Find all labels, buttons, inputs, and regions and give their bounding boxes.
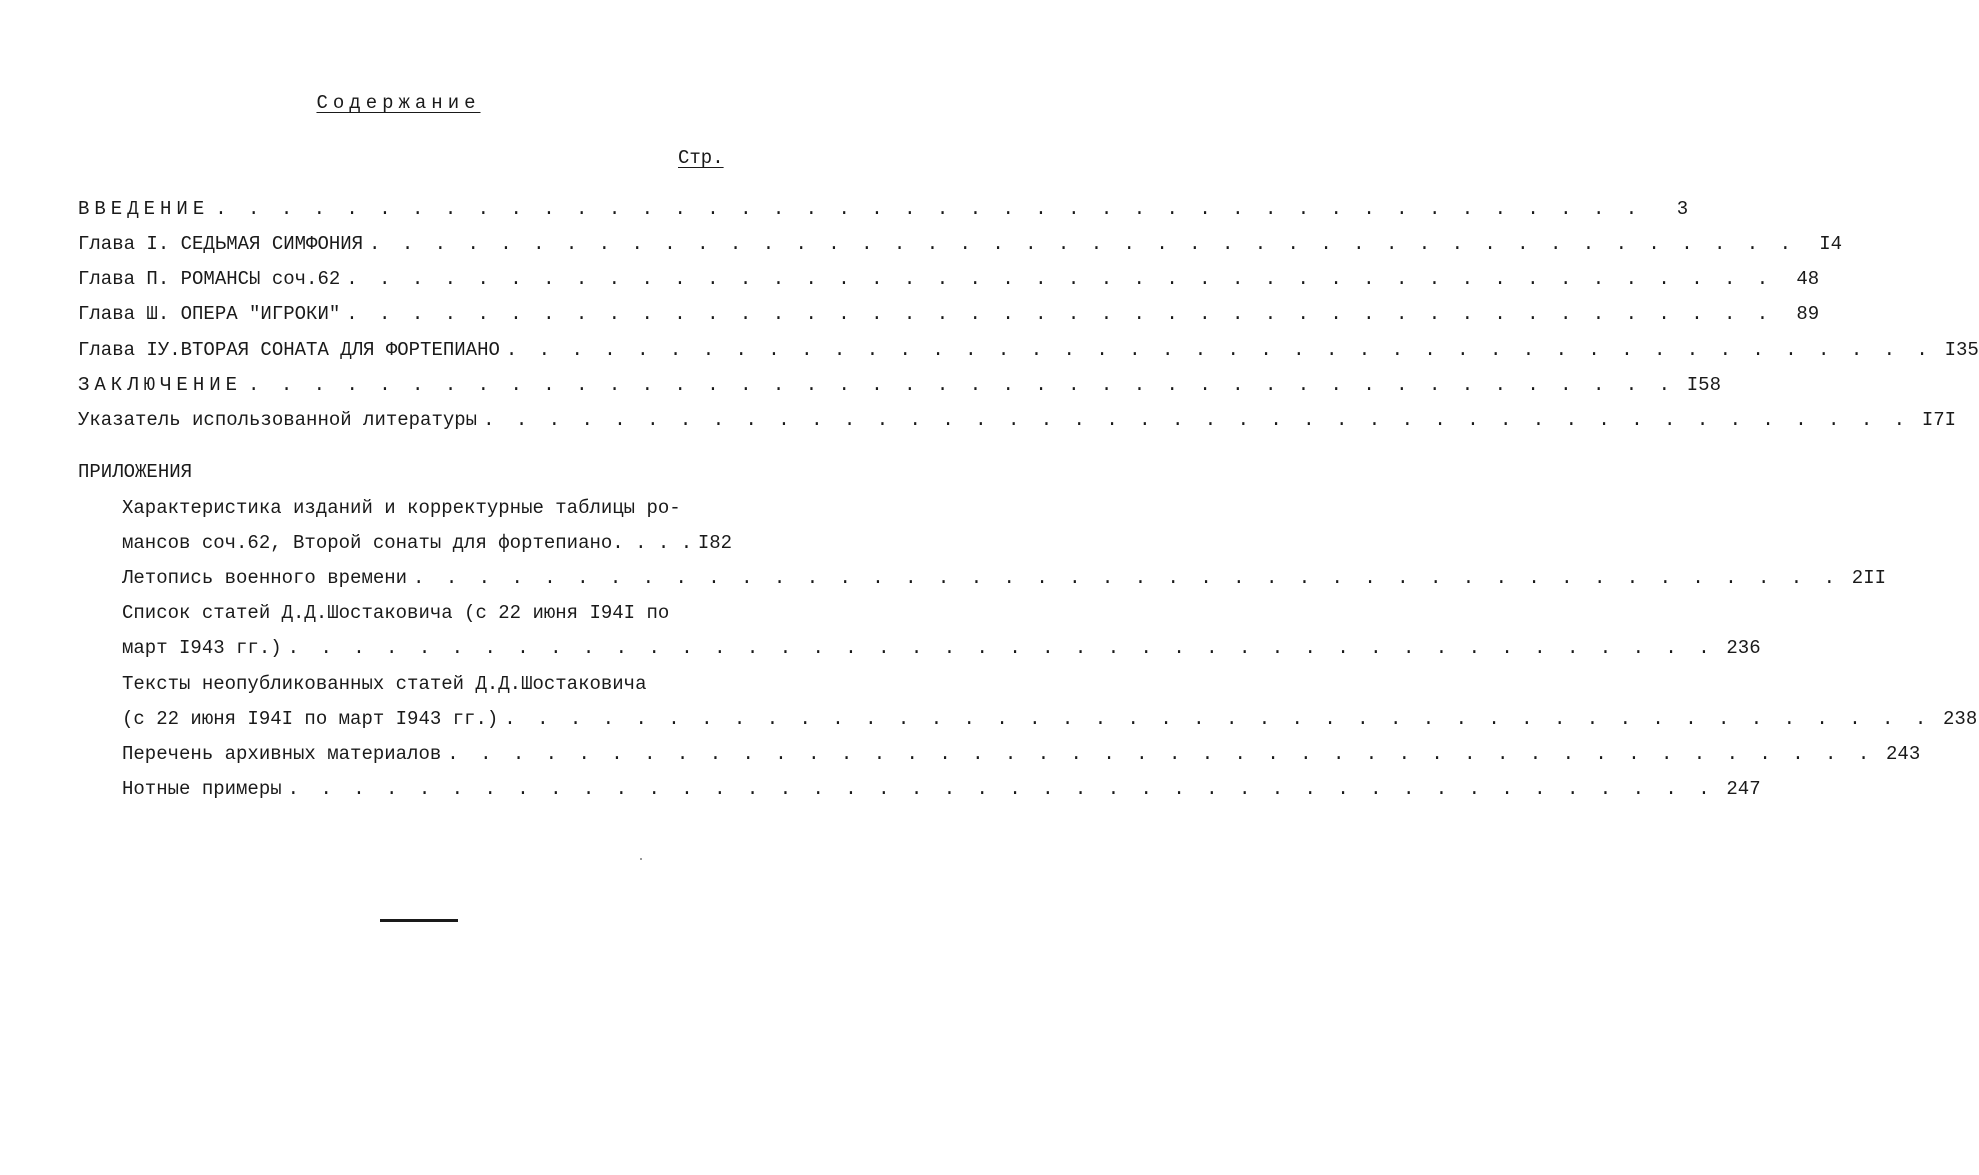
- toc-entry-label: Глава Ш. ОПЕРА "ИГРОКИ": [78, 303, 341, 325]
- toc-entry-chapter-4: [78, 339, 1979, 365]
- appendix-entry-label: (с 22 июня I94I по март I943 гг.): [122, 708, 499, 730]
- toc-leader-dots: . . . . . . . . . . . . . . . . . . . . . . . . . . . . . . . . . . . . . . . . . . . .: [504, 708, 1932, 730]
- appendix-entry-label: март I943 гг.): [122, 637, 282, 659]
- appendix-entry-5: [122, 743, 1921, 769]
- toc-entry-label: Глава П. РОМАНСЫ соч.62: [78, 268, 341, 290]
- toc-leader-dots: . . . . . . . . . . . . . . . . . . . . . . . . . . . . . . . . . . . . . . . . . . . .: [369, 233, 1797, 255]
- toc-entry-page: I35: [1944, 339, 1979, 361]
- toc-entry-bibliography: [78, 409, 1957, 435]
- toc-entry-label: ВВЕДЕНИЕ: [78, 198, 210, 220]
- appendix-entry-4: [122, 708, 1978, 734]
- toc-leader-dots: . . . . . . . . . . . . . . . . . . . . . . . . . . . . . . . . . . . . . . . . . . . .: [287, 637, 1715, 659]
- appendix-entry-label: Летопись военного времени: [122, 567, 408, 589]
- closing-rule: [380, 919, 458, 922]
- page-title: Содержание: [316, 92, 481, 114]
- appendix-entry-2: [122, 567, 1887, 593]
- appendix-entry-page: 243: [1886, 743, 1921, 765]
- appendix-entry-4-line1: Тексты неопубликованных статей Д.Д.Шостаковича: [122, 673, 647, 695]
- toc-entry-label: Глава IУ.ВТОРАЯ СОНАТА ДЛЯ ФОРТЕПИАНО: [78, 339, 500, 361]
- appendix-heading: ПРИЛОЖЕНИЯ: [78, 461, 193, 483]
- appendix-entry-1: [122, 532, 733, 558]
- toc-leader-dots: . . . . . . . . . . . . . . . . . . . . . . . . . . . . . . . . . . . . . . . . . . . .: [505, 339, 1933, 361]
- toc-entry-conclusion: [78, 374, 1721, 400]
- toc-leader-dots: . . . . . . . . . . . . . . . . . . . . . . . . . . . . . . . . . . . . . . . . . . . .: [447, 743, 1875, 765]
- toc-entry-chapter-2: [78, 268, 1820, 294]
- toc-leader-dots: . . . . . . . . . . . . . . . . . . . . . . . . . . . . . . . . . . . . . . . . . . . .: [248, 374, 1675, 396]
- appendix-entry-1-line1: Характеристика изданий и корректурные таблицы ро-: [122, 497, 681, 519]
- toc-entry-introduction: [78, 198, 1689, 224]
- appendix-entry-label: мансов соч.62, Второй сонаты для фортепиано. . . .: [122, 532, 693, 554]
- toc-entry-page: I4: [1819, 233, 1843, 255]
- toc-leader-dots: . . . . . . . . . . . . . . . . . . . . . . . . . . . . . . . . . . . . . . . . . . . .: [287, 778, 1715, 800]
- page-column-header: Стр.: [678, 147, 724, 169]
- toc-entry-page: I58: [1686, 374, 1721, 396]
- toc-entry-page: 3: [1676, 198, 1689, 220]
- toc-entry-chapter-1: [78, 233, 1843, 259]
- appendix-entry-3-line1: Список статей Д.Д.Шостаковича (с 22 июня I94I по: [122, 602, 670, 624]
- toc-entry-label: ЗАКЛЮЧЕНИЕ: [78, 374, 243, 396]
- toc-leader-dots: . . . . . . . . . . . . . . . . . . . . . . . . . . . . . . . . . . . . . . . . . . . .: [346, 303, 1774, 325]
- toc-entry-label: Глава I. СЕДЬМАЯ СИМФОНИЯ: [78, 233, 364, 255]
- toc-entry-label: Указатель использованной литературы: [78, 409, 478, 431]
- appendix-entry-page: 236: [1726, 637, 1761, 659]
- toc-entry-page: 89: [1796, 303, 1820, 325]
- scan-speck: [640, 858, 642, 860]
- toc-entry-page: I7I: [1921, 409, 1957, 431]
- appendix-entry-label: Нотные примеры: [122, 778, 282, 800]
- appendix-entry-page: 247: [1726, 778, 1761, 800]
- appendix-entry-3: [122, 637, 1761, 663]
- toc-leader-dots: . . . . . . . . . . . . . . . . . . . . . . . . . . . . . . . . . . . . . . . . . . . .: [483, 409, 1911, 431]
- appendix-entry-page: 238: [1943, 708, 1978, 730]
- appendix-entry-label: Перечень архивных материалов: [122, 743, 442, 765]
- toc-entry-chapter-3: [78, 303, 1820, 329]
- appendix-entry-6: [122, 778, 1761, 804]
- toc-entry-page: 48: [1796, 268, 1820, 290]
- toc-leader-dots: . . . . . . . . . . . . . . . . . . . . . . . . . . . . . . . . . . . . . . . . . . . .: [413, 567, 1841, 589]
- appendix-entry-page: 2II: [1851, 567, 1887, 589]
- toc-leader-dots: . . . . . . . . . . . . . . . . . . . . . . . . . . . . . . . . . . . . . . . . . . . .: [215, 198, 1643, 220]
- appendix-entry-page: I82: [697, 532, 733, 554]
- toc-leader-dots: . . . . . . . . . . . . . . . . . . . . . . . . . . . . . . . . . . . . . . . . . . . .: [346, 268, 1774, 290]
